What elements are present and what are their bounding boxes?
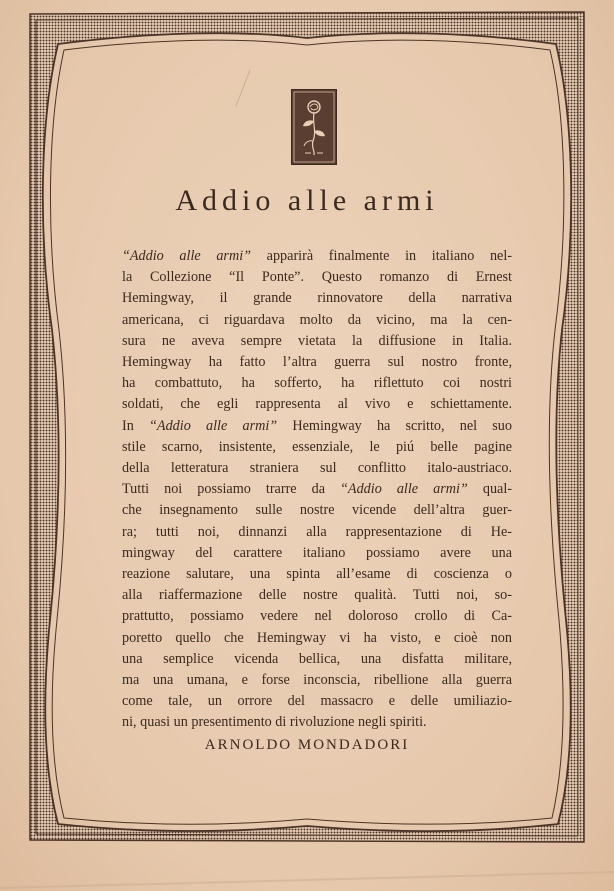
italic-book-title: “Addio alle armi” [149,417,278,434]
text-line [122,670,512,691]
text-line [122,394,512,415]
text-line [122,712,512,733]
text-segment: prattutto, possiamo vedere nel doloroso crollo di Ca- [122,608,512,625]
text-line [122,543,512,564]
body-paragraph [122,246,512,734]
page-title: Addio alle armi [175,184,439,217]
text-segment: sura ne aveva sempre vietata la diffusione in Italia. [122,332,512,349]
text-line [122,649,512,670]
text-line [122,564,512,585]
text-segment: apparirà finalmente in italiano nel- [251,248,512,264]
text-segment: come tale, un orrore del massacro e delle umiliazio- [122,693,512,710]
text-segment: Hemingway ha scritto, nel suo [277,417,512,434]
text-line [122,352,512,373]
text-segment: che insegnamento sulle nostre vicende dell’altra guer- [122,502,512,519]
text-segment: ha combattuto, ha sofferto, ha riflettuto coi nostri [122,375,512,392]
text-line [122,310,512,331]
text-segment: della letteratura straniera sul conflitto italo-austriaco. [122,460,512,477]
text-segment: Hemingway, il grande rinnovatore della narrativa [122,290,512,307]
text-segment: ra; tutti noi, dinnanzi alla rappresentazione di He- [122,523,512,540]
text-segment: Hemingway ha fatto l’altra guerra sul nostro fronte, [122,354,512,371]
text-line [122,628,512,649]
text-segment: americana, ci riguardava molto da vicino, ma la cen- [122,311,512,328]
text-line [122,479,512,500]
text-line [122,585,512,606]
italic-book-title: “Addio alle armi” [122,248,252,264]
text-line [122,288,512,309]
text-segment: Tutti noi possiamo trarre da [122,481,341,498]
text-segment: In [122,417,150,434]
italic-book-title: “Addio alle armi” [340,481,468,498]
text-segment: reazione salutare, una spinta all’esame di coscienza o [122,566,512,583]
text-segment: mingway del carattere italiano possiamo avere una [122,544,512,561]
text-line [122,606,512,627]
text-segment: la Collezione “Il Ponte”. Questo romanzo di Ernest [122,269,512,286]
text-line [122,437,512,458]
text-line [122,691,512,712]
text-line [122,331,512,352]
text-segment: soldati, che egli rappresenta al vivo e schiettamente. [122,396,512,413]
text-line [122,458,512,479]
text-line [122,246,512,267]
text-line [122,500,512,521]
text-segment: una semplice vicenda bellica, una disfatta militare, [122,650,512,667]
rose-emblem-icon [291,89,337,165]
text-segment: stile scarno, insistente, essenziale, le piú belle pagine [122,438,512,455]
text-segment: ma una umana, e forse inconscia, ribellione alla guerra [122,672,512,689]
text-segment: ni, quasi un presentimento di rivoluzione negli spiriti. [122,714,427,731]
signature: ARNOLDO MONDADORI [204,737,410,753]
text-segment: qual- [467,481,513,498]
text-segment: poretto quello che Hemingway vi ha visto, e cioè non [122,629,512,646]
text-segment: alla riaffermazione delle nostre qualità. Tutti noi, so- [122,587,512,604]
text-line [122,522,512,543]
text-line [122,416,512,437]
text-line [122,373,512,394]
text-line [122,267,512,288]
